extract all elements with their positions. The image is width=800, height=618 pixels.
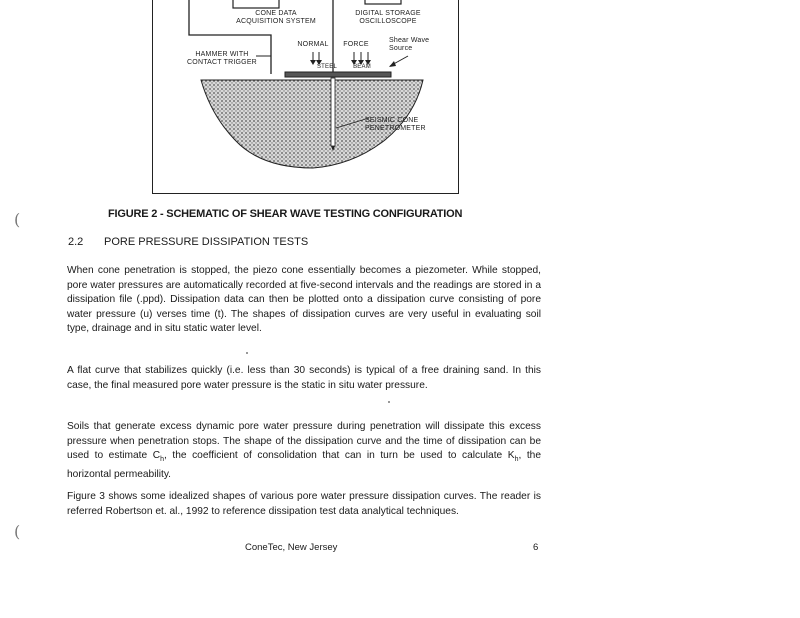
hammer-label	[179, 51, 265, 67]
section-number: 2.2	[68, 236, 84, 248]
beam-label: BEAM	[353, 64, 371, 70]
paragraph-4: Figure 3 shows some idealized shapes of various pore water pressure dissipation curves. The reader is referred Robertson et. al., 1992 to reference dissipation test data analytical techniques.	[67, 491, 541, 517]
seismic-cone-label-line1: SEISMIC CONE	[365, 117, 419, 124]
section-title: PORE PRESSURE DISSIPATION TESTS	[104, 236, 309, 248]
seismic-cone-label-line2: PENETROMETER	[365, 125, 426, 132]
oscilloscope-label-line1: DIGITAL STORAGE	[355, 10, 421, 17]
hammer-label-line2: CONTACT TRIGGER	[187, 59, 257, 66]
cone-data-label-line2: ACQUISITION SYSTEM	[236, 18, 316, 25]
paragraph-3-text-b: , the coefficient of consolidation that can in turn be used to calculate K	[164, 450, 515, 461]
paragraph-1: When cone penetration is stopped, the piezo cone essentially becomes a piezometer. While stopped, pore water pressures are automatically recorded at five-second intervals and the readings are stored in a dissipation file (.ppd). Dissipation data can then be plotted onto a dissipation curve consisting of pore water pressure (u) verses time (t). The shapes of dissipation curves are very useful in evaluating soil type, drainage and in situ static water level.	[67, 265, 541, 334]
cone-data-box	[233, 0, 279, 8]
scan-speck	[246, 352, 248, 354]
figure-caption: FIGURE 2 - SCHEMATIC OF SHEAR WAVE TESTING CONFIGURATION	[108, 208, 463, 220]
oscilloscope-label-line2: OSCILLOSCOPE	[359, 18, 417, 25]
paragraph-2: A flat curve that stabilizes quickly (i.e. less than 30 seconds) is typical of a free draining sand. In this case, the final measured pore water pressure is the static in situ water pressure.	[67, 365, 541, 391]
ch-subscript: h	[160, 456, 164, 464]
schematic-figure	[152, 0, 459, 194]
scan-speck	[388, 401, 390, 403]
hammer-label-line1: HAMMER WITH	[195, 51, 249, 58]
shear-wave-label	[389, 37, 433, 53]
shear-wave-label-line1: Shear Wave	[389, 37, 430, 44]
binder-hole-mark-bottom: (	[14, 522, 21, 541]
oscilloscope-box	[365, 0, 401, 4]
force-label: FORCE	[343, 41, 369, 48]
penetrometer-rod	[331, 78, 335, 146]
normal-label: NORMAL	[297, 41, 329, 48]
cone-data-label	[226, 10, 326, 26]
footer-company: ConeTec, New Jersey	[245, 542, 338, 553]
schematic-drawing	[153, 0, 458, 193]
seismic-cone-label	[365, 117, 435, 133]
paragraph-3-text-c: , the horizontal permeability.	[67, 450, 542, 480]
oscilloscope-label	[343, 10, 433, 26]
binder-hole-mark-top: (	[14, 210, 21, 229]
kh-subscript: h	[514, 456, 519, 464]
steel-label: STEEL	[316, 64, 337, 70]
paragraph-3-text-a: Soils that generate excess dynamic pore water pressure during penetration will dissipate this excess pressure when penetration stops. The shape of the dissipation curve and the time of dissipation can be used to estimate C	[67, 421, 541, 461]
shear-wave-label-line2: Source	[389, 45, 413, 52]
section-heading	[68, 236, 308, 248]
cone-data-label-line1: CONE DATA	[255, 10, 297, 17]
paragraph-3	[67, 420, 541, 482]
page-number: 6	[533, 542, 539, 553]
steel-beam	[285, 72, 391, 77]
